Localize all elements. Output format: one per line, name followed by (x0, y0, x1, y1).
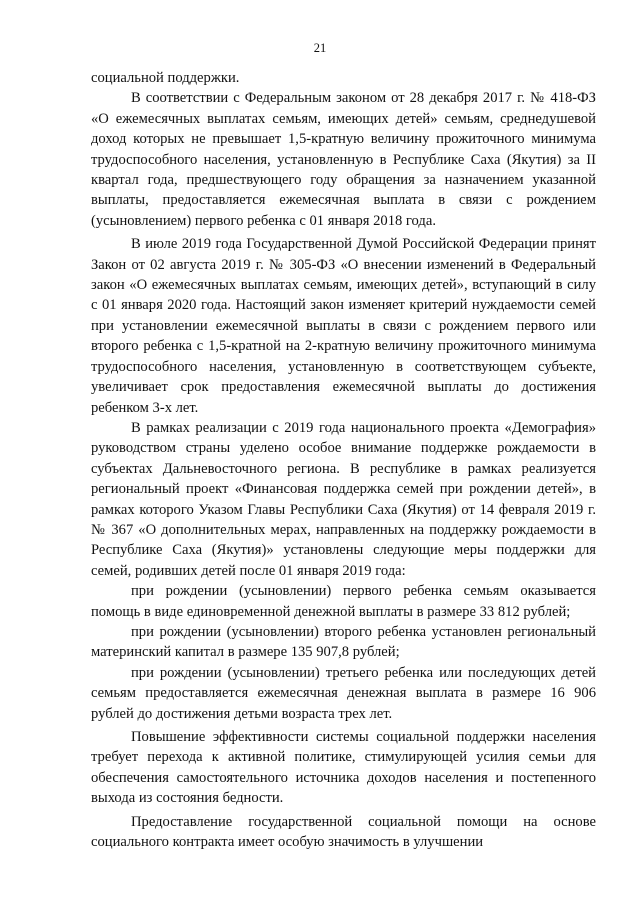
paragraph-national-project-demography: В рамках реализации с 2019 года национального проекта «Демография» руководством страны уделено особое внимание поддержке рождаемости в субъектах Дальневосточного региона. В республике в рамках реализуется региональный проект «Финансовая поддержка семей при рождении детей», в рамках которого Указом Главы Республики Саха (Якутия) от 14 февраля 2019 г. № 367 «О дополнительных мерах, направленных на поддержку рождаемости в Республике Саха (Якутия)» установлены следующие меры поддержки для семей, родивших детей после 01 января 2019 года: (91, 419, 596, 579)
document-body (91, 68, 596, 852)
paragraph-social-support-efficiency: Повышение эффективности системы социальной поддержки населения требует перехода к активной политике, стимулирующей усилия семьи для обеспечения самостоятельного источника доходов населения и постепенного выхода из состояния бедности. (91, 729, 596, 807)
paragraph-first-child-payment: при рождении (усыновлении) первого ребенка семьям оказывается помощь в виде единовременной денежной выплаты в размере 33 812 рублей; (91, 583, 596, 620)
paragraph-federal-law-305: В июле 2019 года Государственной Думой Российской Федерации принят Закон от 02 августа 2019 г. № 305-ФЗ «О внесении изменений в Федеральный закон «О ежемесячных выплатах семьям, имеющих детей», вступающий в силу с 01 января 2020 года. Настоящий закон изменяет критерий нуждаемости семей при установлении ежемесячной выплаты в связи с рождением первого или второго ребенка с 1,5-кратной на 2-кратную величину прожиточного минимума трудоспособного населения, установленную в соответствующем субъекте, увеличивает срок предоставления ежемесячной выплаты до достижения ребенком 3-х лет. (91, 236, 596, 416)
paragraph-federal-law-418: В соответствии с Федеральным законом от 28 декабря 2017 г. № 418-ФЗ «О ежемесячных выплатах семьям, имеющих детей» семьям, среднедушевой доход которых не превышает 1,5-кратную величину прожиточного минимума трудоспособного населения, установленную в Республике Саха (Якутия) за II квартал года, предшествующего году обращения за назначением указанной выплаты, предоставляется ежемесячная выплата в связи с рождением (усыновлением) первого ребенка с 01 января 2018 года. (91, 90, 596, 229)
page-number: 21 (313, 41, 327, 55)
paragraph-second-child-capital: при рождении (усыновлении) второго ребенка установлен региональный материнский капитал в размере 135 907,8 рублей; (91, 623, 596, 661)
paragraph-continuation: социальной поддержки. (91, 70, 240, 86)
paragraph-social-contract: Предоставление государственной социальной помощи на основе социального контракта имеет особую значимость в улучшении (91, 813, 596, 851)
paragraph-third-child-payment: при рождении (усыновлении) третьего ребенка или последующих детей семьям предоставляется ежемесячная денежная выплата в размере 16 906 рублей до достижения детьми возраста трех лет. (91, 664, 596, 722)
